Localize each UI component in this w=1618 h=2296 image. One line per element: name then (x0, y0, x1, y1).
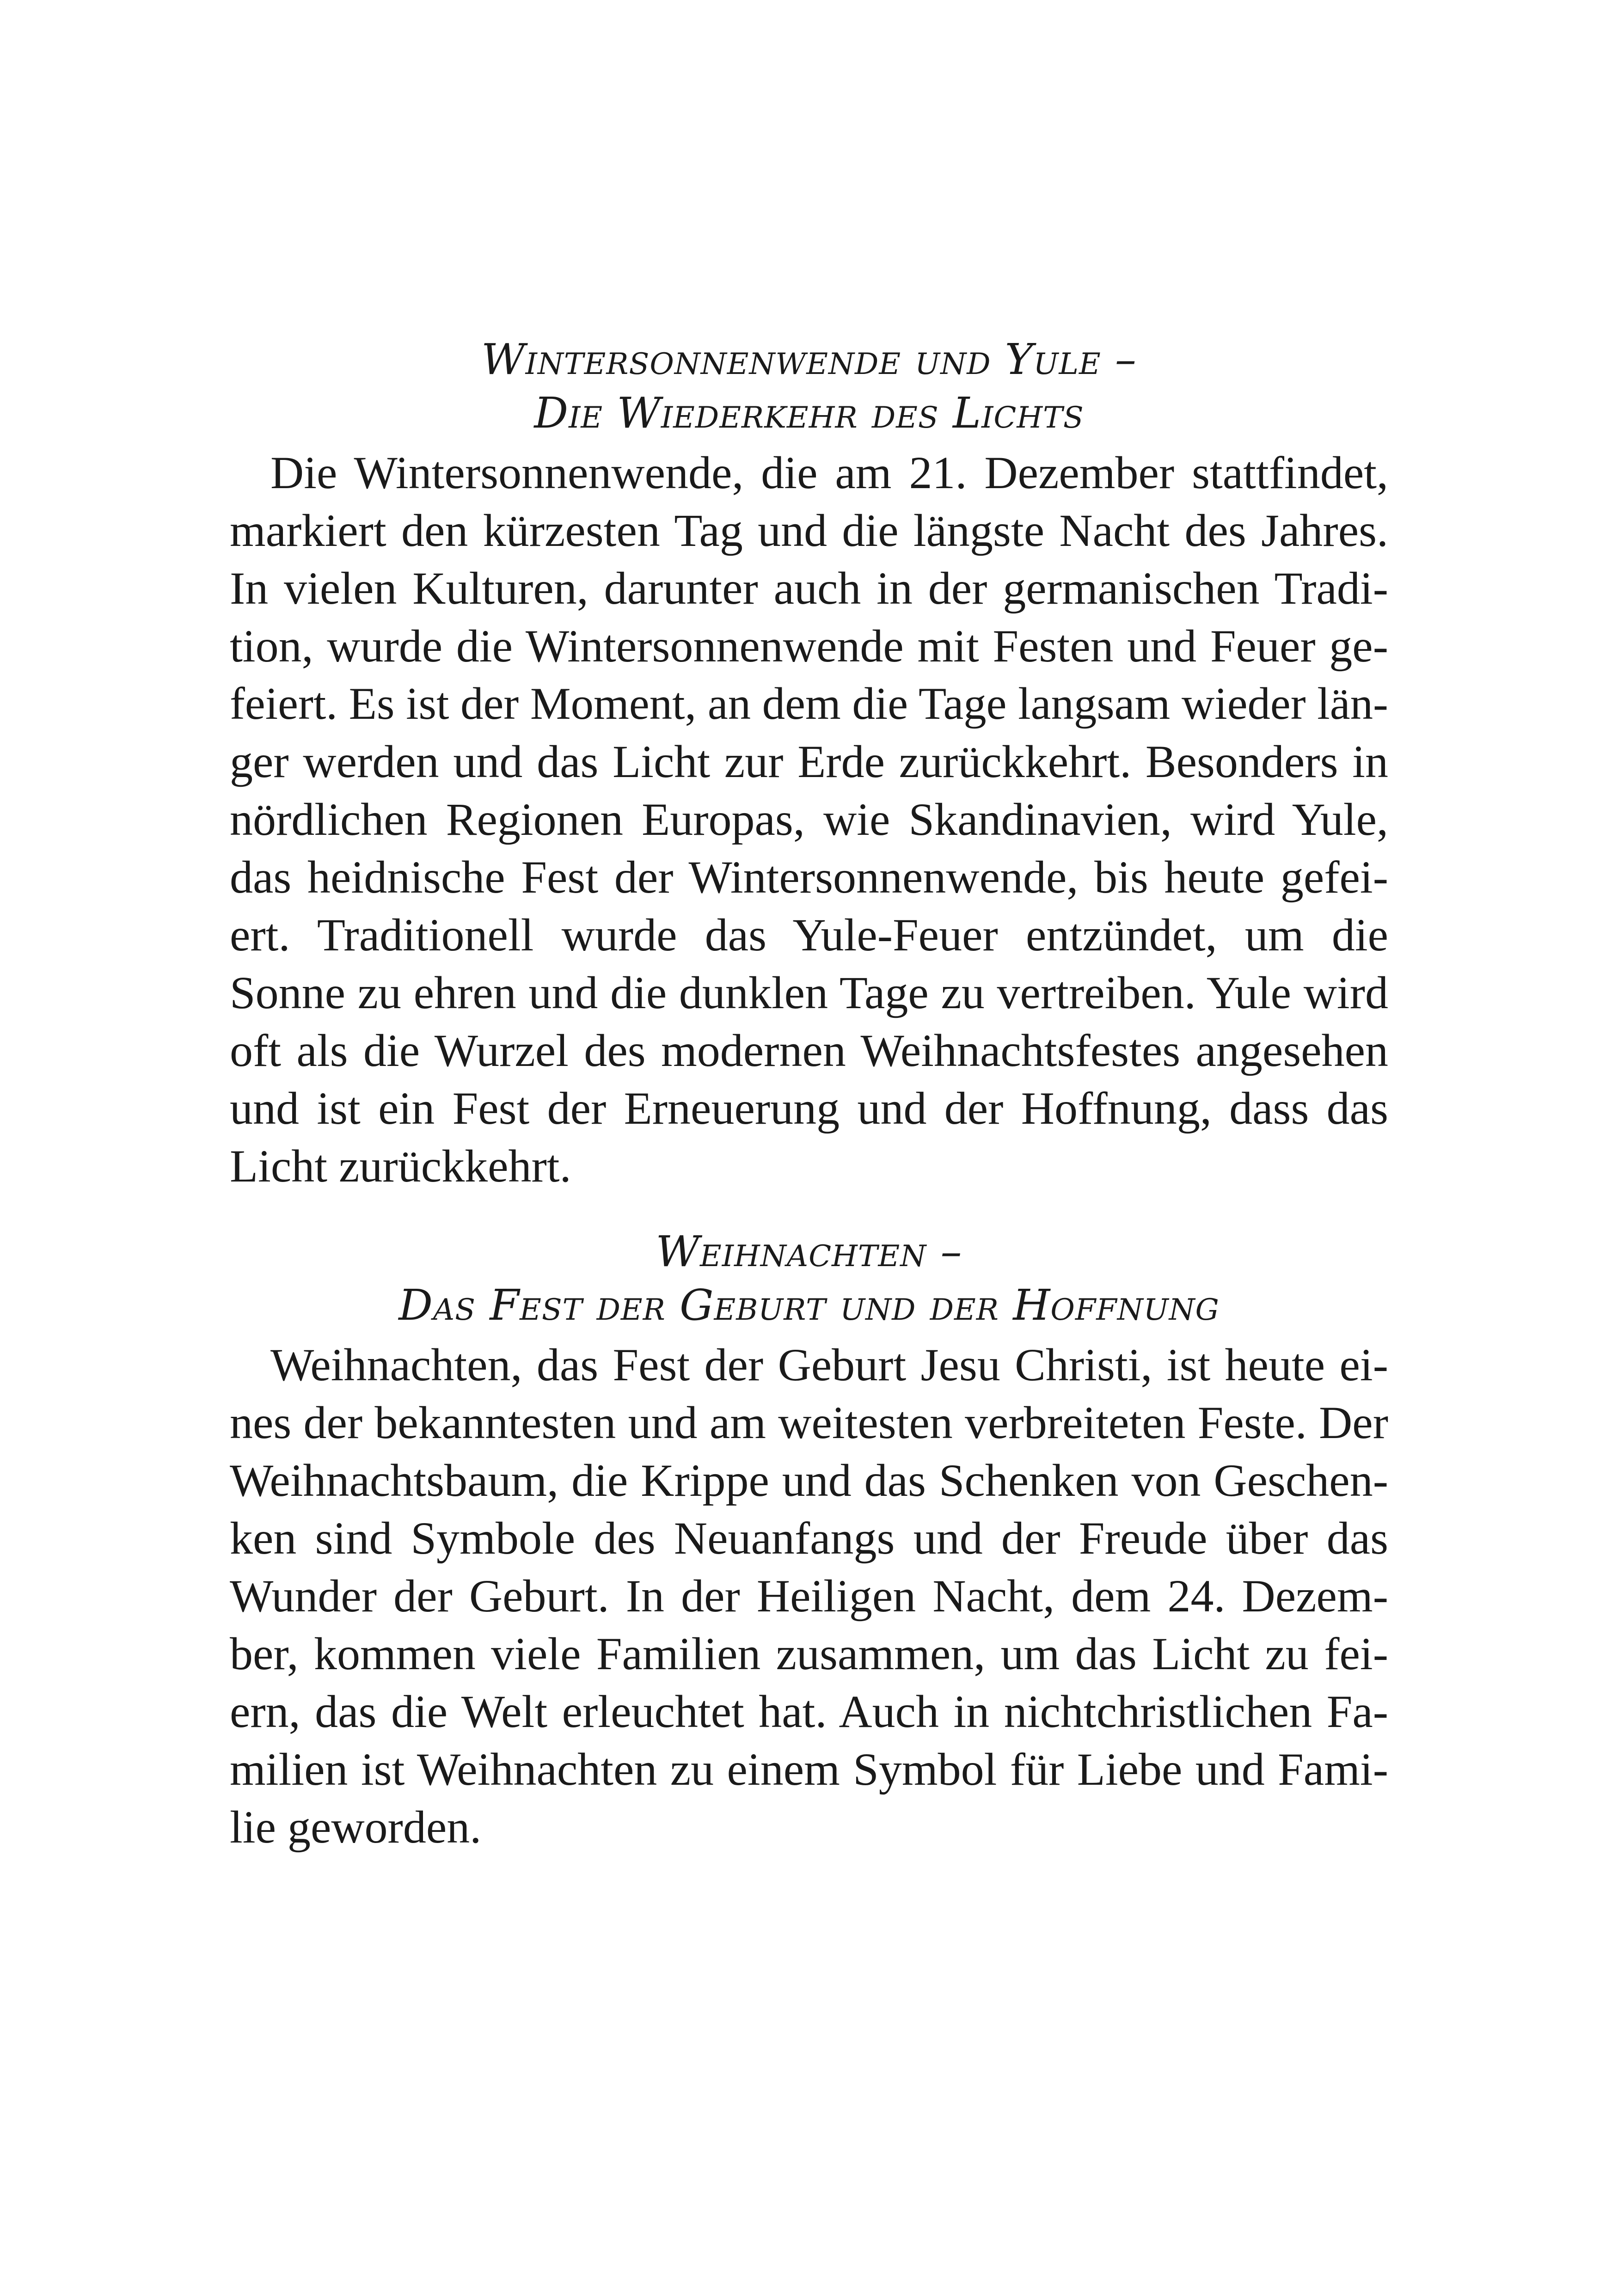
section-paragraph (230, 1336, 1388, 1856)
paragraph-line: nes der bekanntesten und am weitesten verbreiteten Feste. Der (230, 1397, 1388, 1448)
section-heading (230, 333, 1388, 440)
paragraph-line: tion, wurde die Wintersonnenwende mit Festen und Feuer ge- (230, 620, 1388, 672)
paragraph-line: und ist ein Fest der Erneuerung und der Hoffnung, dass das (230, 1083, 1388, 1134)
paragraph-line: Wunder der Geburt. In der Heiligen Nacht, dem 24. Dezem- (230, 1570, 1388, 1622)
paragraph-line: Licht zurückkehrt. (230, 1140, 571, 1192)
paragraph-line: nördlichen Regionen Europas, wie Skandinavien, wird Yule, (230, 794, 1388, 845)
paragraph-line: ern, das die Welt erleuchtet hat. Auch in nichtchristlichen Fa- (230, 1686, 1388, 1737)
paragraph-line: milien ist Weihnachten zu einem Symbol für Liebe und Fami- (230, 1744, 1388, 1795)
paragraph-line: Weihnachten, das Fest der Geburt Jesu Christi, ist heute ei- (270, 1339, 1388, 1390)
paragraph-line: das heidnische Fest der Wintersonnenwende, bis heute gefei- (230, 851, 1388, 903)
heading-line: Die Wiederkehr des Lichts (534, 388, 1084, 438)
paragraph-line: markiert den kürzesten Tag und die längste Nacht des Jahres. (230, 505, 1388, 556)
paragraph-line: feiert. Es ist der Moment, an dem die Tage langsam wieder län- (230, 679, 1388, 729)
paragraph-line: ert. Traditionell wurde das Yule-Feuer entzündet, um die (230, 909, 1388, 961)
heading-line: Das Fest der Geburt und der Hoffnung (398, 1280, 1220, 1330)
paragraph-line: lie geworden. (230, 1801, 482, 1853)
section-weihnachten (230, 1225, 1388, 1856)
paragraph-line: ber, kommen viele Familien zusammen, um das Licht zu fei- (230, 1628, 1388, 1679)
paragraph-line: In vielen Kulturen, darunter auch in der germanischen Tradi- (230, 563, 1388, 614)
paragraph-line: ger werden und das Licht zur Erde zurückkehrt. Besonders in (230, 736, 1388, 787)
paragraph-line: ken sind Symbole des Neuanfangs und der Freude über das (230, 1512, 1388, 1564)
heading-line: Weihnachten – (656, 1227, 962, 1276)
paragraph-line: oft als die Wurzel des modernen Weihnachtsfestes angesehen (230, 1025, 1388, 1076)
section-paragraph (230, 444, 1388, 1195)
paragraph-line: Weihnachtsbaum, die Krippe und das Schenken von Geschen- (230, 1455, 1388, 1506)
section-heading (230, 1225, 1388, 1332)
paragraph-line: Sonne zu ehren und die dunklen Tage zu vertreiben. Yule wird (230, 967, 1388, 1018)
heading-line: Wintersonnenwende und Yule – (481, 335, 1137, 384)
paragraph-line: Die Wintersonnenwende, die am 21. Dezember stattfindet, (270, 447, 1388, 498)
section-wintersonnenwende (230, 333, 1388, 1195)
